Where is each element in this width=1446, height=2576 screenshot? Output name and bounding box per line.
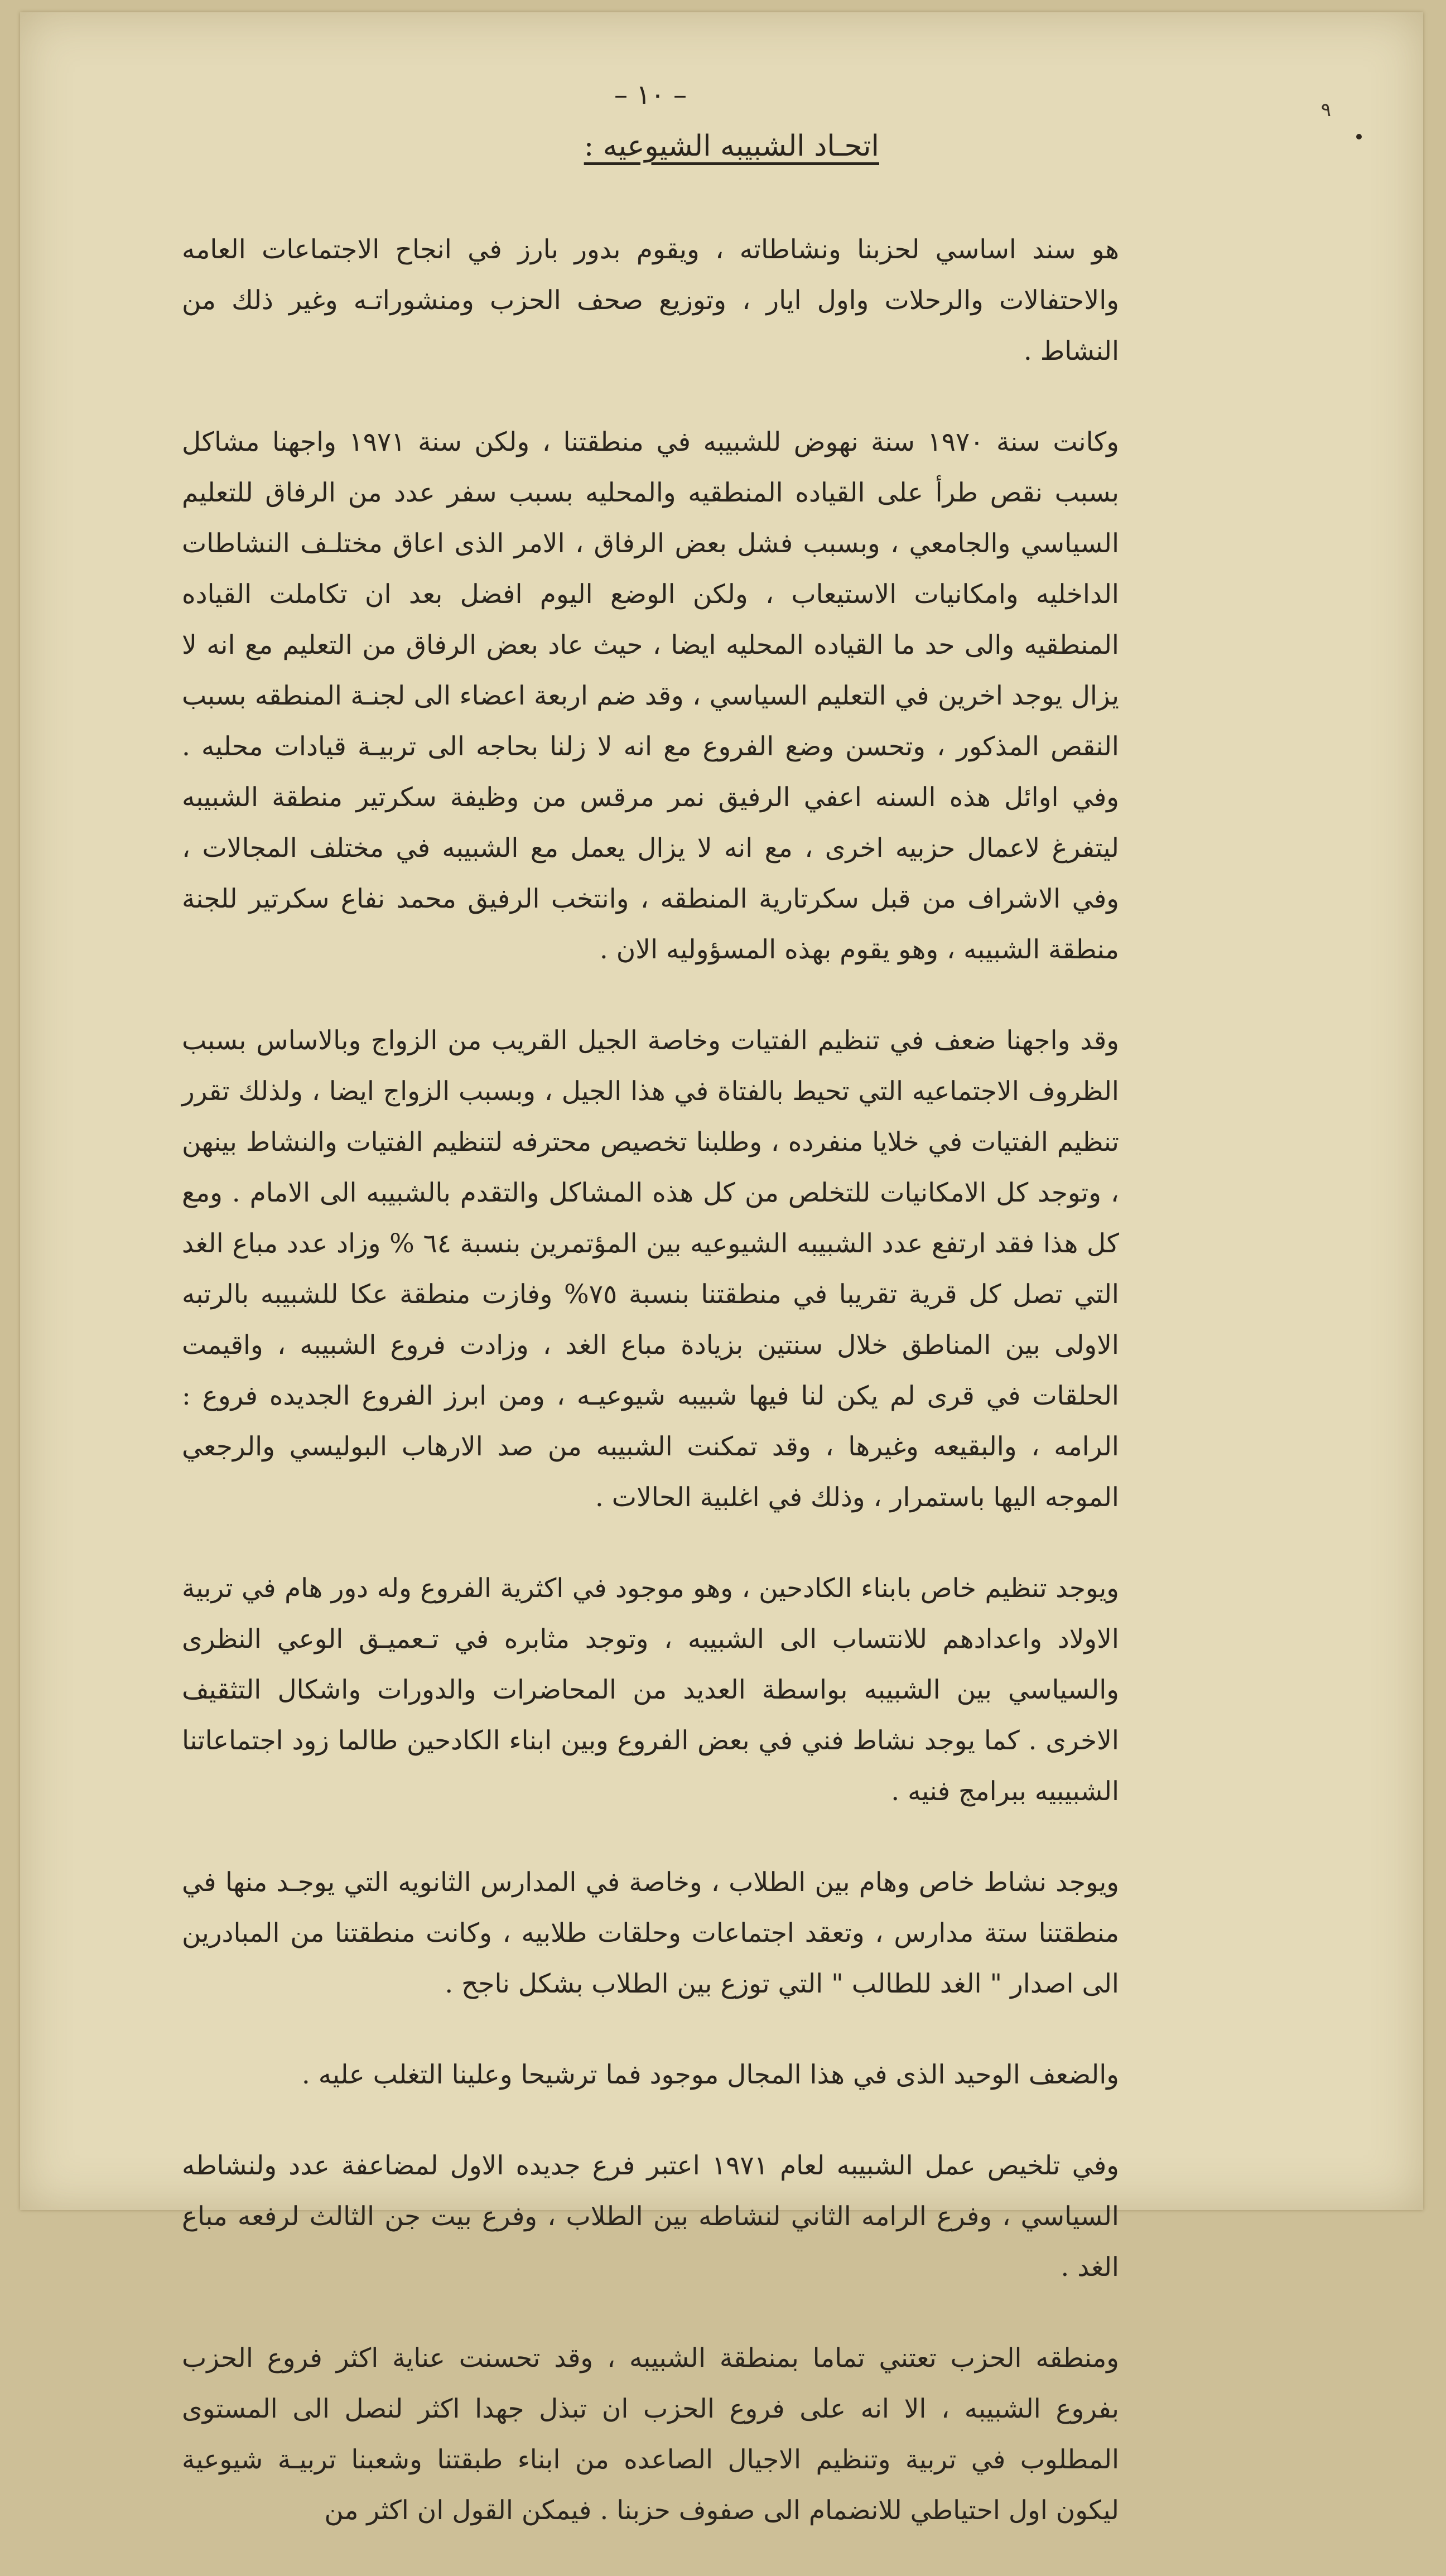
paragraph-text: وقد واجهنا ضعف في تنظيم الفتيات وخاصة الجيل القريب من الزواج وبالاساس بسبب الظروف الاجتماعيه التي تحيط بالفتاة في هذا الجيل ، وبسبب الزواج ايضا ، ولذلك تقرر تنظيم الفتيات في خلايا منفرده ، وطلبنا تخصيص محترفه لتنظيم الفتيات والنشاط بينهن ، وتوجد كل الامكانيات للتخلص من كل هذه المشاكل والتقدم بالشبيبه الى الامام . ومع كل هذا فقد ارتفع عدد الشبيبه الشيوعيه بين المؤتمرين بنسبة ٦٤ % وزاد عدد مباع الغد التي تصل كل قرية تقريبا في منطقتنا بنسبة ٧٥% وفازت منطقة عكا للشبيبه بالرتبه الاولى بين المناطق خلال سنتين بزيادة مباع الغد ، وزادت فروع الشبيبه ، واقيمت الحلقات في قرى لم يكن لنا فيها شبيبه شيوعيـه ، ومن ابرز الفروع الجديده فروع : الرامه ، والبقيعه وغيرها ، وقد تمكنت الشبيبه من صد الارهاب البوليسي والرجعي الموجه اليها باستمرار ، وذلك في اغلبية الحالات . <box>182 1025 1119 1513</box>
paragraph-text: وفي تلخيص عمل الشبيبه لعام ١٩٧١ اعتبر فرع جديده الاول لمضاعفة عدد ولنشاطه السياسي ، وفرع الرامه الثاني لنشاطه بين الطلاب ، وفرع بيت جن الثالث لرفعه مباع الغد . <box>182 2150 1119 2283</box>
page-number: – ١٠ – <box>614 79 687 110</box>
ink-speck <box>1356 134 1362 139</box>
paragraph-weakness <box>182 2049 1119 2100</box>
paragraph-text: وكانت سنة ١٩٧٠ سنة نهوض للشبيبه في منطقتنا ، ولكن سنة ١٩٧١ واجهنا مشاكل بسبب نقص طرأ على القياده المنطقيه والمحليه بسبب سفر عدد من الرفاق للتعليم السياسي والجامعي ، وبسبب فشل بعض الرفاق ، الامر الذى اعاق مختلـف النشاطات الداخليه وامكانيات الاستيعاب ، ولكن الوضع اليوم افضل بعد ان تكاملت القياده المنطقيه والى حد ما القياده المحليه ايضا ، حيث عاد بعض الرفاق من التعليم مع انه لا يزال يوجد اخرين في التعليم السياسي ، وقد ضم اربعة اعضاء الى لجنـة المنطقه بسبب النقص المذكور ، وتحسن وضع الفروع مع انه لا زلنا بحاجه الى تربيـة قيادات محليه . وفي اوائل هذه السنه اعفي الرفيق نمر مرقس من وظيفة سكرتير منطقة الشبيبه ليتفرغ لاعمال حزبيه اخرى ، مع انه لا يزال يعمل مع الشبيبه في مختلف المجالات ، وفي الاشراف من قبل سكرتارية المنطقه ، وانتخب الرفيق محمد نفاع سكرتير للجنة منطقة الشبيبه ، وهو يقوم بهذه المسؤوليه الان . <box>182 427 1119 965</box>
paragraph-1970-1971 <box>182 417 1119 975</box>
paragraph-text: ومنطقه الحزب تعتني تماما بمنطقة الشبيبه ، وقد تحسنت عناية اكثر فروع الحزب بفروع الشبيبه ، الا انه على فروع الحزب ان تبذل جهدا اكثر لنصل الى المستوى المطلوب في تربية وتنظيم الاجيال الصاعده من ابناء طبقتنا وشعبنا تربيـة شيوعية ليكون اول احتياطي للانضمام الى صفوف حزبنا . فيمكن القول ان اكثر من <box>182 2343 1119 2526</box>
paragraph-text: ويوجد تنظيم خاص بابناء الكادحين ، وهو موجود في اكثرية الفروع وله دور هام في تربية الاولاد واعدادهم للانتساب الى الشبيبه ، وتوجد مثابره في تـعميـق الوعي النظرى والسياسي بين الشبيبه بواسطة العديد من المحاضرات والدورات واشكال التثقيف الاخرى . كما يوجد نشاط فني في بعض الفروع وبين ابناء الكادحين طالما زود اجتماعاتنا الشبيبيه ببرامج فنيه . <box>182 1573 1119 1807</box>
paragraph-workers-children <box>182 1563 1119 1817</box>
paragraph-summary-1971 <box>182 2140 1119 2293</box>
paragraph-text: ويوجد نشاط خاص وهام بين الطلاب ، وخاصة في المدارس الثانويه التي يوجـد منها في منطقتنا ستة مدارس ، وتعقد اجتماعات وحلقات طلابيه ، وكانت منطقتنا من المبادرين الى اصدار " الغد للطالب " التي توزع بين الطلاب بشكل ناجح . <box>182 1867 1119 1999</box>
document-page <box>20 12 1423 2526</box>
paragraph-text: والضعف الوحيد الذى في هذا المجال موجود فما ترشيحا وعلينا التغلب عليه . <box>301 2059 1119 2090</box>
paragraph-text: هو سند اساسي لحزبنا ونشاطاته ، ويقوم بدور بارز في انجاح الاجتماعات العامه والاحتفالات والرحلات واول ايار ، وتوزيع صحف الحزب ومنشوراتـه وغير ذلك من النشاط . <box>182 234 1119 366</box>
section-heading: اتحـاد الشبيبه الشيوعيه : <box>584 129 879 163</box>
corner-page-mark: ٩ <box>1320 99 1331 121</box>
paragraph-party-region <box>182 2333 1119 2536</box>
paragraph-students <box>182 1857 1119 2009</box>
document-body <box>182 79 1119 2576</box>
paragraph-intro <box>182 224 1119 377</box>
paragraph-girls-organization <box>182 1015 1119 1523</box>
